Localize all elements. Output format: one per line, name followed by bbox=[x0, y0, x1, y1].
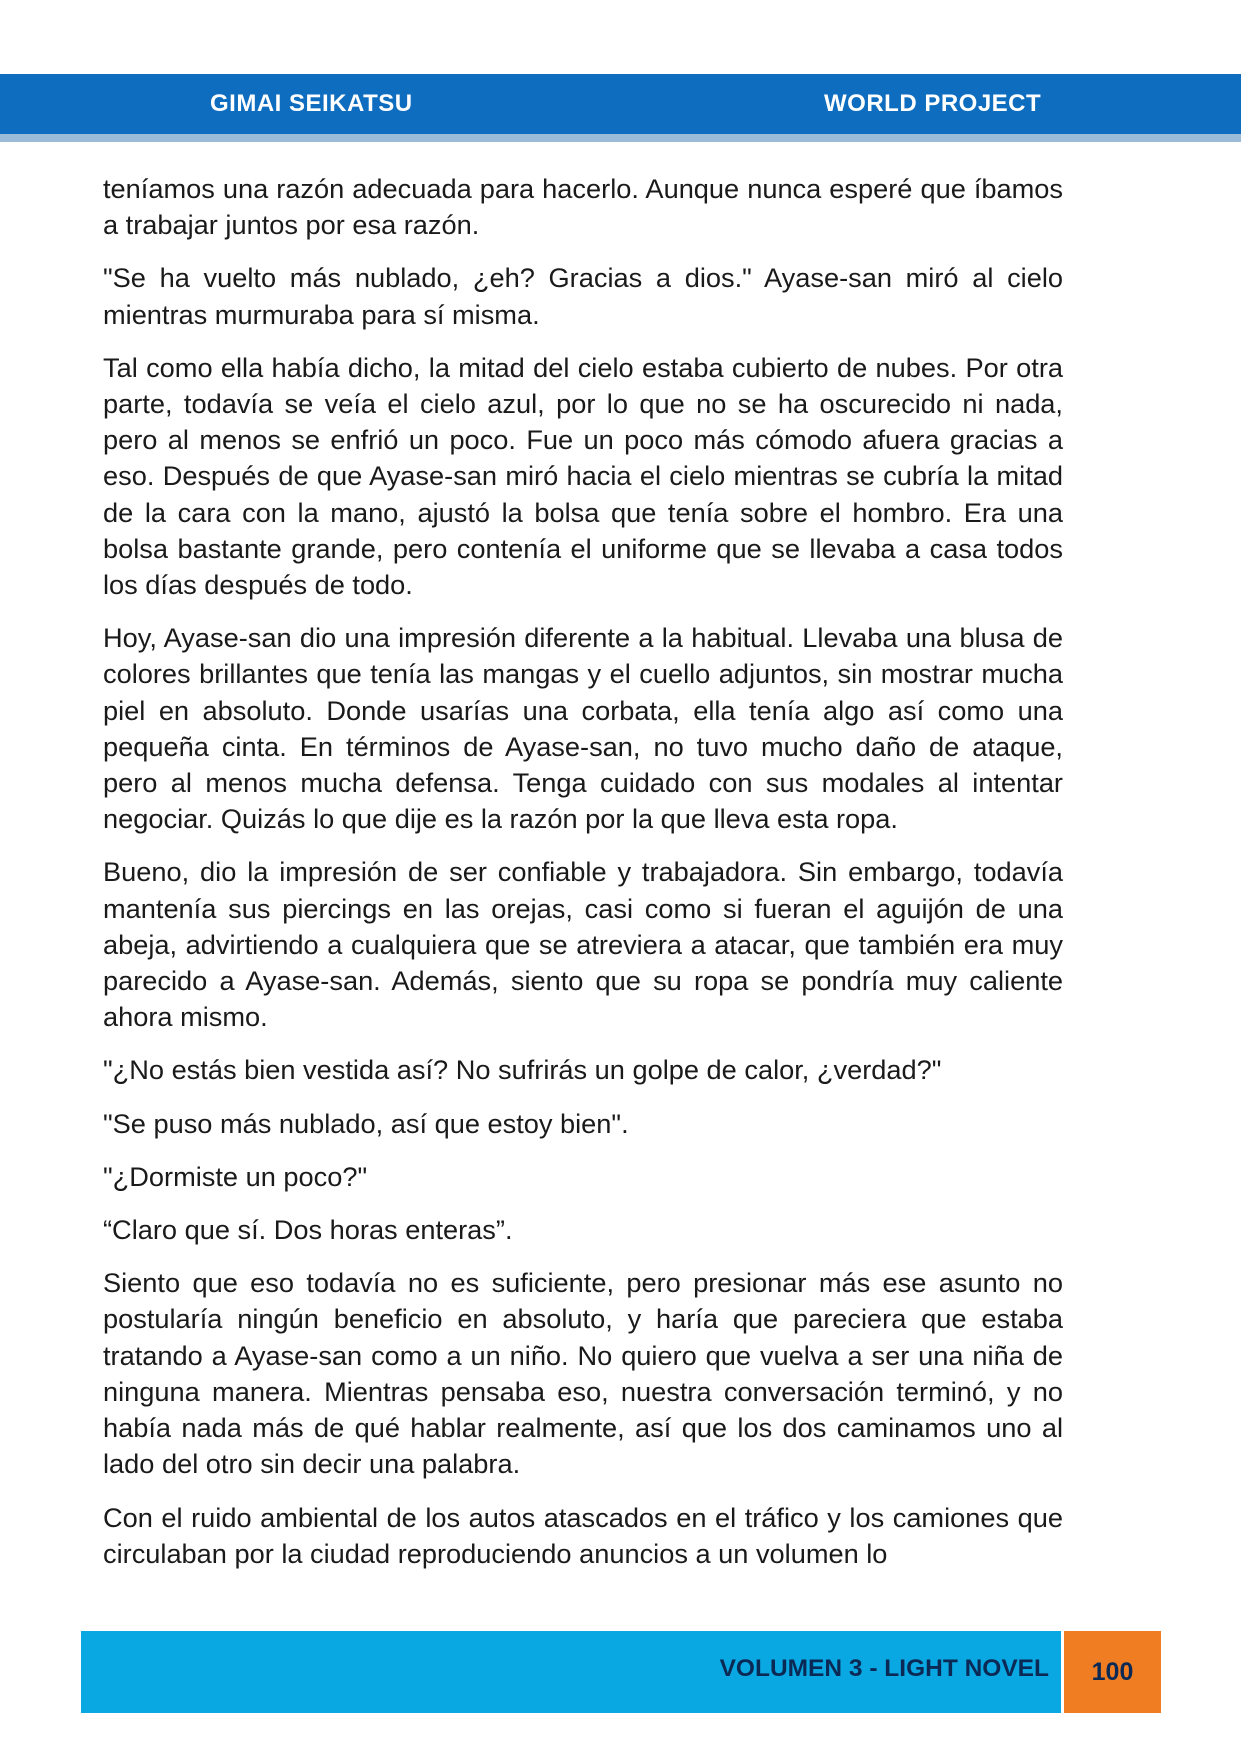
footer-bar bbox=[81, 1631, 1061, 1713]
paragraph: "Se ha vuelto más nublado, ¿eh? Gracias a dios." Ayase-san miró al cielo mientras murmuraba para sí misma. bbox=[103, 262, 1063, 330]
paragraph: Bueno, dio la impresión de ser confiable y trabajadora. Sin embargo, todavía mantenía sus piercings en las orejas, casi como si fueran el aguijón de una abeja, advirtiendo a cualquiera que se atreviera a atacar, que también era muy parecido a Ayase-san. Además, siento que su ropa se pondría muy caliente ahora mismo. bbox=[103, 856, 1063, 1033]
dialogue-line: "¿Dormiste un poco?" bbox=[103, 1160, 368, 1192]
paragraph: Con el ruido ambiental de los autos atascados en el tráfico y los camiones que circulaban por la ciudad reproduciendo anuncios a un volumen lo bbox=[103, 1501, 1063, 1569]
dialogue-line: "¿No estás bien vestida así? No sufrirás un golpe de calor, ¿verdad?" bbox=[103, 1054, 942, 1086]
dialogue-line: “Claro que sí. Dos horas enteras”. bbox=[103, 1214, 513, 1246]
paragraph: Siento que eso todavía no es suficiente, pero presionar más ese asunto no postularía ningún beneficio en absoluto, y haría que pareciera que estaba tratando a Ayase-san como a un niño. No quiero que vuelva a ser una niña de ninguna manera. Mientras pensaba eso, nuestra conversación terminó, y no había nada más de qué hablar realmente, así que los dos caminamos uno al lado del otro sin decir una palabra. bbox=[103, 1267, 1063, 1480]
page-number: 100 bbox=[1064, 1631, 1161, 1713]
page-body bbox=[103, 171, 1063, 1589]
project-title: WORLD PROJECT bbox=[824, 90, 1042, 117]
paragraph: Hoy, Ayase-san dio una impresión diferente a la habitual. Llevaba una blusa de colores brillantes que tenía las mangas y el cuello adjuntos, sin mostrar mucha piel en absoluto. Donde usarías una corbata, ella tenía algo así como una pequeña cinta. En términos de Ayase-san, no tuvo mucho daño de ataque, pero al menos mucha defensa. Tenga cuidado con sus modales al intentar negociar. Quizás lo que dije es la razón por la que lleva esta ropa. bbox=[103, 622, 1063, 835]
paragraph: teníamos una razón adecuada para hacerlo. Aunque nunca esperé que íbamos a trabajar juntos por esa razón. bbox=[103, 173, 1063, 241]
dialogue-line: "Se puso más nublado, así que estoy bien". bbox=[103, 1107, 629, 1139]
header-bar bbox=[0, 74, 1241, 134]
series-title: GIMAI SEIKATSU bbox=[210, 90, 413, 117]
volume-label: VOLUMEN 3 - LIGHT NOVEL bbox=[719, 1655, 1049, 1682]
paragraph: Tal como ella había dicho, la mitad del cielo estaba cubierto de nubes. Por otra parte, todavía se veía el cielo azul, por lo que no se ha oscurecido ni nada, pero al menos se enfrió un poco. Fue un poco más cómodo afuera gracias a eso. Después de que Ayase-san miró hacia el cielo mientras se cubría la mitad de la cara con la mano, ajustó la bolsa que tenía sobre el hombro. Era una bolsa bastante grande, pero contenía el uniforme que se llevaba a casa todos los días después de todo. bbox=[103, 351, 1063, 601]
